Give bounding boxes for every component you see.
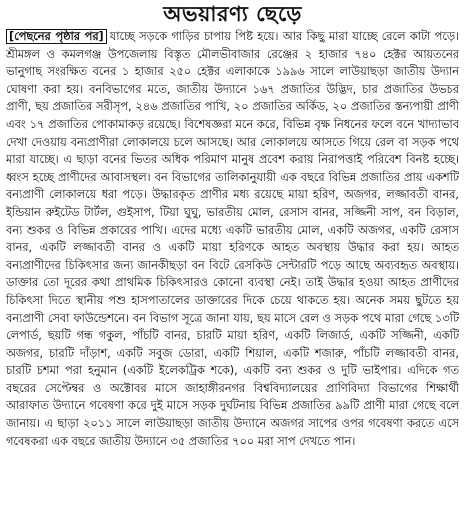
article-body	[6, 28, 459, 450]
article-body-text: যাচ্ছে সড়কে গাড়ির চাপায় পিষ্ট হয়ে। আর কিছু মারা যাচ্ছে রেলে কাটা পড়ে। শ্রীমঙ্গল ও কমলগঞ্জ উপজেলায় বিস্তৃত মৌলভীবাজার রেঞ্জের ২ হাজার ৭৪০ হেক্টর আয়তনের ভানুগাছ সংরক্ষিত বনের ১ হাজার ২৫০ হেক্টর এলাকাকে ১৯৯৬ সালে লাউয়াছড়া জাতীয় উদ্যান ঘোষণা করা হয়। বনবিভাগের মতে, জাতীয় উদ্যানে ১৬৭ প্রজাতির উদ্ভিদ, চার প্রজাতির উভচর প্রাণী, ছয় প্রজাতির সরীসৃপ, ২৪৬ প্রজাতির পাখি, ২০ প্রজাতির অর্কিড, ২০ প্রজাতির স্তন্যপায়ী প্রাণী এবং ১৭ প্রজাতির পোকামাকড় রয়েছে। বিশেষজ্ঞরা মনে করে, বিভিন্ন বৃক্ষ নিধনের ফলে বনে খাদ্যাভাব দেখা দেওয়ায় বন্যপ্রাণীরা লোকালয়ে চলে আসছে। আর লোকালয়ে আসতে গিয়ে রেল বা সড়ক পথে মারা যাচ্ছে। এ ছাড়া বনের ভিতর অধিক পরিমাণ মানুষ প্রবেশ করায় নিরাপত্তাই পরিবেশ বিনষ্ট হচ্ছে। ধ্বংস হচ্ছে প্রাণীদের আবাসস্থল। বন বিভাগের তালিকানুযায়ী এক বছরে বিভিন্ন প্রজাতির প্রায় একশটি বন্যপ্রাণী লোকালয়ে ধরা পড়ে। উদ্ধারকৃত প্রাণীর মধ্য রয়েছে মায়া হরিণ, অজগর, লজ্জাবতী বানর, ইন্ডিয়ান রুইটেড টার্টল, গুইসাপ, টিয়া ঘুঘু, ভারতীয় মোল, রেসাস বানর, সজ্জিনী সাপ, বন বিড়াল, বন্য শুকর ও বিভিন্ন প্রকারের পাখি। এদের মধ্যে একটি ভারতীয় মোল, একটি অজগর, একটি রেসাস বানর, একটি লজ্জাবতী বানর ও একটি মায়া হরিণকে আহত অবস্থায় উদ্ধার করা হয়। আহত বন্যপ্রাণীদের চিকিৎসার জন্য জানকীছড়া বন বিটে রেসকিউ সেন্টারটি পড়ে আছে অব্যবহৃত অবস্থায়। ডাক্তার তো দূরের কথা প্রাথমিক চিকিৎসারও কোনো ব্যবস্থা নেই। তাই উদ্ধার হওয়া আহত প্রাণীদের চিকিৎসা দিতে স্থানীয় পশু হাসপাতালের ডাক্তারের দিকে চেয়ে থাকতে হয়। অনেক সময় ছুটতে হয় বন্যপ্রাণী সেবা ফাউন্ডেশনে। বন বিভাগ সূত্রে জানা যায়, ছয় মাসে রেল ও সড়ক পথে মারা গেছে ১৩টি লেপার্ড, ছয়টি গন্ধ গকুল, পাঁচটি বানর, চারটি মায়া হরিণ, একটি লিজার্ড, একটি সজ্জিনী, একটি অজগর, চারটি দাঁড়াশ, একটি সবুজ ডোরা, একটি শিয়াল, একটি শজারু, পাঁচটি লজ্জাবতী বানর, চারটি চশমা পরা হনুমান (একটি ইলেকট্রিক শকে), একটি বন্য শুকর ও দুটি ভাইপার। এদিকে গত বছরের সেপ্টেম্বর ও অক্টোবর মাসে জাহাঙ্গীরনগর বিশ্ববিদ্যালয়ের প্রাণিবিদ্যা বিভাগের শিক্ষার্থী আরাফাত উদ্যানে গবেষণা করে দুই মাসে সড়ক দুর্ঘটনায় বিভিন্ন প্রজাতির ৯৯টি প্রাণী মারা গেছে বলে জানায়। এ ছাড়া ২০১১ সালে লাউয়াছড়া জাতীয় উদ্যানে অজগর সাপের ওপর গবেষণা করতে এসে গবেষকরা এক বছরে জাতীয় উদ্যানে ৩৫ প্রজাতির ৭০০ মরা সাপ দেখতে পান।	[6, 30, 459, 448]
headline: অভয়ারণ্য ছেড়ে	[163, 2, 302, 26]
continued-from-tag: [পেছনের পৃষ্ঠার পর]	[6, 29, 107, 44]
